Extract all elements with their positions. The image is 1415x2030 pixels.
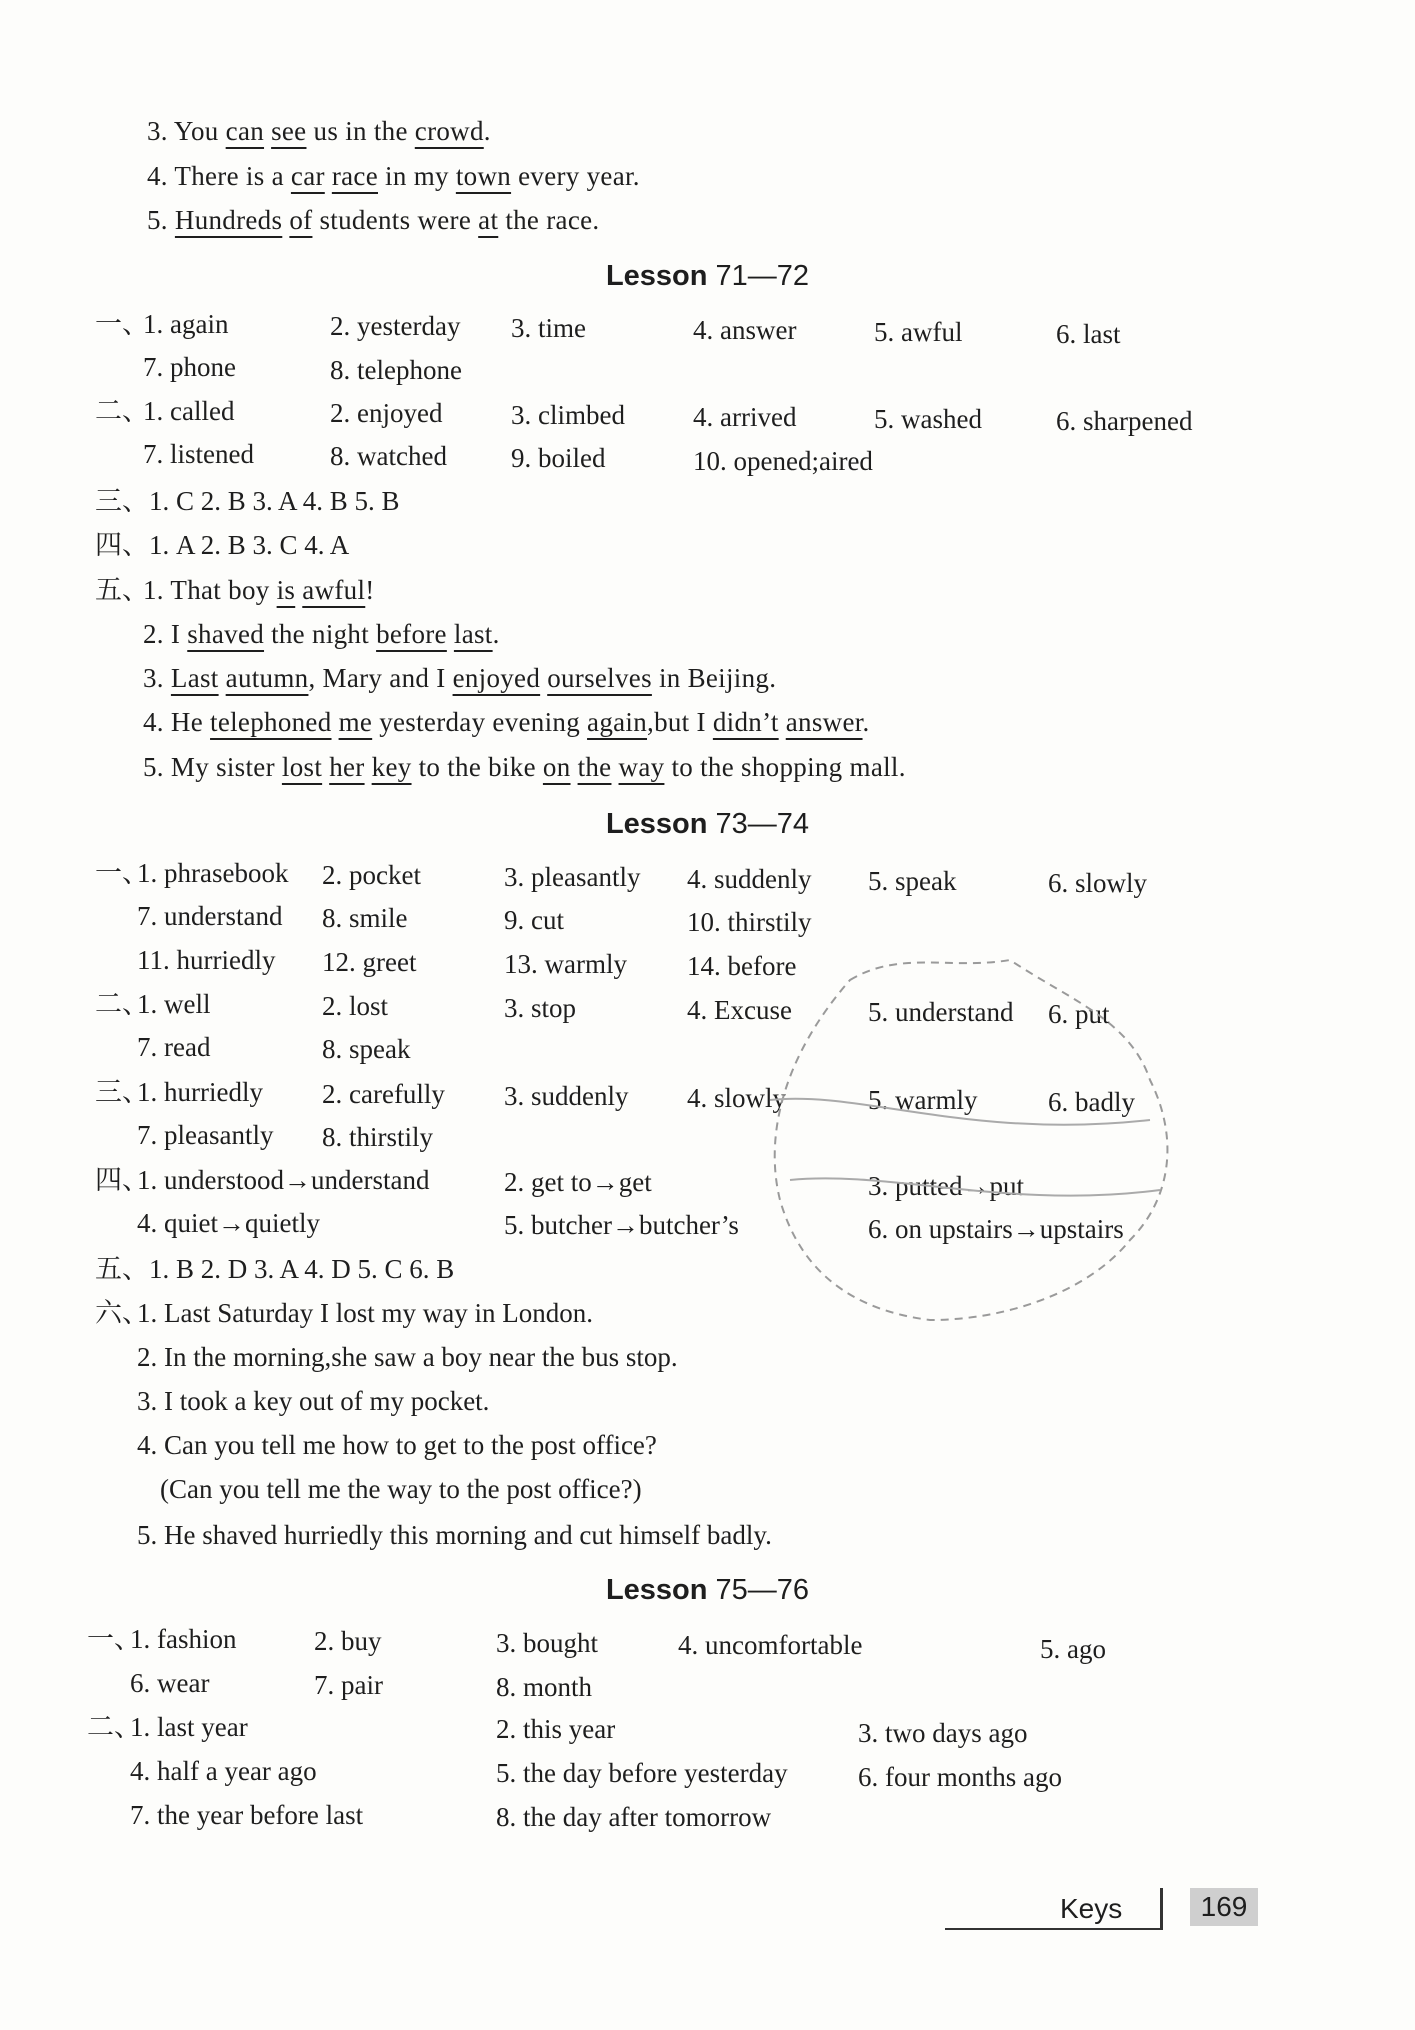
answer-item: 3. two days ago	[858, 1718, 1028, 1748]
answer-item: 1. phrasebook	[137, 858, 289, 888]
answer-item: 5. the day before yesterday	[496, 1758, 788, 1788]
underlined-answer: key	[371, 752, 412, 782]
answer-item: 5. butcher→butcher’s	[504, 1210, 739, 1240]
sentence-text: yesterday evening	[372, 707, 588, 737]
answer-item: 4. answer	[693, 315, 797, 345]
answer-item: 4. quiet→quietly	[137, 1208, 320, 1238]
underlined-answer: last	[453, 619, 493, 649]
sentence-text	[219, 663, 226, 693]
answer-item: 8. thirstily	[322, 1122, 434, 1152]
answer-item: 5. washed	[874, 404, 982, 434]
underlined-answer: answer	[785, 707, 863, 737]
answer-item: 3. pleasantly	[504, 862, 641, 892]
section-label: 一、	[87, 1624, 141, 1654]
sentence-answer	[143, 617, 500, 651]
answer-item: 8. smile	[322, 903, 408, 933]
answer-item: 8. watched	[330, 441, 447, 471]
sentence-text	[447, 619, 454, 649]
section-label: 六、	[95, 1298, 149, 1328]
underlined-answer: town	[455, 161, 512, 191]
answer-item: 5. understand	[868, 997, 1014, 1027]
sentence-text: the night	[264, 619, 377, 649]
sentence-text: I	[170, 619, 188, 649]
answer-item: 9. cut	[504, 905, 564, 935]
underlined-answer: awful	[302, 575, 366, 605]
underlined-answer: autumn	[225, 663, 309, 693]
sentence-text: .	[492, 619, 500, 649]
sentence-text: in my	[378, 161, 456, 191]
answer-item: 1. called	[143, 396, 235, 426]
sentence-text: every year.	[511, 161, 640, 191]
underlined-answer: on	[542, 752, 571, 782]
sentence-answer: (Can you tell me the way to the post office?)	[160, 1474, 642, 1504]
sentence-text: students were	[312, 205, 479, 235]
answer-item: 2. buy	[314, 1626, 382, 1656]
sentence-text: He	[170, 707, 211, 737]
underlined-answer: before	[376, 619, 447, 649]
sentence-answer: 5. He shaved hurriedly this morning and cut himself badly.	[137, 1520, 772, 1550]
answer-item: 3. stop	[504, 993, 577, 1023]
item-number: 2.	[143, 619, 171, 649]
sentence-answer	[143, 750, 906, 784]
answer-item: 3. putted→put	[868, 1171, 1024, 1201]
section-label: 二、	[87, 1712, 141, 1742]
sentence-text	[332, 707, 339, 737]
sentence-text: My sister	[170, 752, 282, 782]
footer-keys-label: Keys	[1060, 1893, 1123, 1924]
underlined-answer: didn’t	[712, 707, 779, 737]
sentence-text: , Mary and I	[308, 663, 453, 693]
top-sentence-5	[147, 203, 599, 237]
sentence-text: You	[173, 116, 226, 146]
answer-item: 7. pleasantly	[137, 1120, 274, 1150]
top-sentence-4	[147, 159, 640, 193]
footer-divider	[945, 1928, 1160, 1930]
answer-item: 2. carefully	[322, 1079, 445, 1109]
answer-item: 6. badly	[1048, 1087, 1135, 1117]
answer-item: 2. pocket	[322, 860, 421, 890]
answer-item: 8. telephone	[330, 355, 462, 385]
answer-item: 4. arrived	[693, 402, 797, 432]
section-label: 三、	[95, 1077, 149, 1107]
sentence-text	[611, 752, 618, 782]
answer-item: 3. time	[511, 313, 586, 343]
answer-item: 13. warmly	[504, 949, 627, 979]
answer-item: 1. again	[143, 309, 229, 339]
item-number: 3.	[143, 663, 171, 693]
answer-item: 5. warmly	[868, 1085, 978, 1115]
sentence-text: That boy	[170, 575, 277, 605]
answer-item: 7. read	[137, 1032, 211, 1062]
answer-item: 6. four months ago	[858, 1762, 1062, 1792]
underlined-answer: me	[338, 707, 373, 737]
answer-item: 3. suddenly	[504, 1081, 629, 1111]
underlined-answer: is	[276, 575, 296, 605]
choice-answers: 三、1. C 2. B 3. A 4. B 5. B	[95, 486, 400, 516]
sentence-text: to the bike	[411, 752, 543, 782]
lesson-71-72-title: Lesson 71—72	[605, 260, 810, 292]
sentence-answer	[143, 705, 870, 739]
section-label: 一、	[95, 309, 149, 339]
sentence-text: .	[483, 116, 491, 146]
item-number: 4.	[147, 161, 175, 191]
answer-item: 4. uncomfortable	[678, 1630, 863, 1660]
answer-item: 8. the day after tomorrow	[496, 1802, 772, 1832]
sentence-text: to the shopping mall.	[664, 752, 906, 782]
answer-item: 3. climbed	[511, 400, 625, 430]
sentence-text: in Beijing.	[651, 663, 777, 693]
lesson-75-76-title: Lesson 75—76	[605, 1574, 810, 1606]
sentence-text: ,but I	[647, 707, 713, 737]
underlined-answer: Last	[170, 663, 219, 693]
answer-item: 2. this year	[496, 1714, 616, 1744]
answer-item: 2. yesterday	[330, 311, 461, 341]
sentence-answer: 3. I took a key out of my pocket.	[137, 1386, 490, 1416]
underlined-answer: way	[618, 752, 665, 782]
answer-item: 2. enjoyed	[330, 398, 443, 428]
sentence-text: us in the	[306, 116, 415, 146]
answer-item: 1. well	[137, 989, 211, 1019]
sentence-answer: 2. In the morning,she saw a boy near the bus stop.	[137, 1342, 678, 1372]
section-label: 四、	[95, 1165, 149, 1195]
section-label: 二、	[95, 396, 149, 426]
answer-item: 4. slowly	[687, 1083, 787, 1113]
answer-item: 4. Excuse	[687, 995, 792, 1025]
item-number: 1.	[143, 575, 171, 605]
item-number: 5.	[143, 752, 171, 782]
underlined-answer: again	[587, 707, 648, 737]
answer-item: 6. last	[1056, 319, 1121, 349]
underlined-answer: the	[577, 752, 612, 782]
underlined-answer: at	[478, 205, 499, 235]
sentence-text	[365, 752, 372, 782]
underlined-answer: race	[331, 161, 378, 191]
answer-item: 6. on upstairs→upstairs	[868, 1214, 1124, 1244]
answer-item: 2. get to→get	[504, 1167, 652, 1197]
underlined-answer: ourselves	[547, 663, 652, 693]
top-sentence-3	[147, 114, 491, 148]
section-label: 五、	[95, 575, 149, 605]
scribble-mark	[710, 940, 1190, 1360]
answer-item: 5. speak	[868, 866, 957, 896]
sentence-answer	[143, 661, 776, 695]
sentence-text: !	[365, 575, 375, 605]
answer-item: 1. fashion	[130, 1624, 237, 1654]
section-label: 一、	[95, 858, 149, 888]
answer-item: 2. lost	[322, 991, 389, 1021]
answer-item: 4. suddenly	[687, 864, 812, 894]
sentence-text	[571, 752, 578, 782]
underlined-answer: shaved	[187, 619, 265, 649]
answer-item: 4. half a year ago	[130, 1756, 317, 1786]
answer-item: 6. wear	[130, 1668, 210, 1698]
answer-item: 7. pair	[314, 1670, 383, 1700]
answer-item: 3. bought	[496, 1628, 599, 1658]
sentence-text: the race.	[498, 205, 600, 235]
sentence-text: .	[862, 707, 870, 737]
sentence-answer: 1. Last Saturday I lost my way in London.	[137, 1298, 593, 1328]
answer-item: 7. the year before last	[130, 1800, 364, 1830]
sentence-text: There is a	[174, 161, 291, 191]
answer-item: 9. boiled	[511, 443, 606, 473]
answer-item: 8. speak	[322, 1034, 411, 1064]
underlined-answer: lost	[281, 752, 323, 782]
answer-item: 7. listened	[143, 439, 254, 469]
choice-answers: 四、1. A 2. B 3. C 4. A	[95, 530, 350, 560]
answer-item: 5. ago	[1040, 1634, 1106, 1664]
answer-item: 1. understood→understand	[137, 1165, 430, 1195]
underlined-answer: Hundreds	[174, 205, 283, 235]
answer-item: 1. last year	[130, 1712, 248, 1742]
sentence-answer	[143, 573, 375, 607]
underlined-answer: can	[225, 116, 265, 146]
sentence-text	[779, 707, 786, 737]
underlined-answer: of	[289, 205, 313, 235]
answer-item: 10. thirstily	[687, 907, 812, 937]
underlined-answer: see	[271, 116, 307, 146]
answer-item: 7. phone	[143, 352, 236, 382]
underlined-answer: crowd	[414, 116, 484, 146]
underlined-answer: enjoyed	[452, 663, 541, 693]
answer-item: 7. understand	[137, 901, 283, 931]
page-number: 169	[1190, 1888, 1258, 1926]
answer-item: 8. month	[496, 1672, 593, 1702]
item-number: 4.	[143, 707, 171, 737]
footer-bar	[1160, 1888, 1163, 1930]
lesson-73-74-title: Lesson 73—74	[605, 808, 810, 840]
answer-item: 6. slowly	[1048, 868, 1148, 898]
sentence-answer: 4. Can you tell me how to get to the post office?	[137, 1430, 657, 1460]
answer-item: 5. awful	[874, 317, 963, 347]
answer-item: 6. put	[1048, 999, 1110, 1029]
answer-item: 6. sharpened	[1056, 406, 1193, 436]
sentence-text	[325, 161, 332, 191]
underlined-answer: telephoned	[210, 707, 332, 737]
item-number: 3.	[147, 116, 174, 146]
item-number: 5.	[147, 205, 175, 235]
answer-item: 1. hurriedly	[137, 1077, 263, 1107]
underlined-answer: her	[329, 752, 365, 782]
answer-item: 12. greet	[322, 947, 417, 977]
section-label: 二、	[95, 989, 149, 1019]
answer-item: 11. hurriedly	[137, 945, 276, 975]
underlined-answer: car	[290, 161, 325, 191]
answer-item: 10. opened;aired	[693, 446, 873, 476]
answer-item: 14. before	[687, 951, 797, 981]
choice-answers: 五、1. B 2. D 3. A 4. D 5. C 6. B	[95, 1254, 455, 1284]
